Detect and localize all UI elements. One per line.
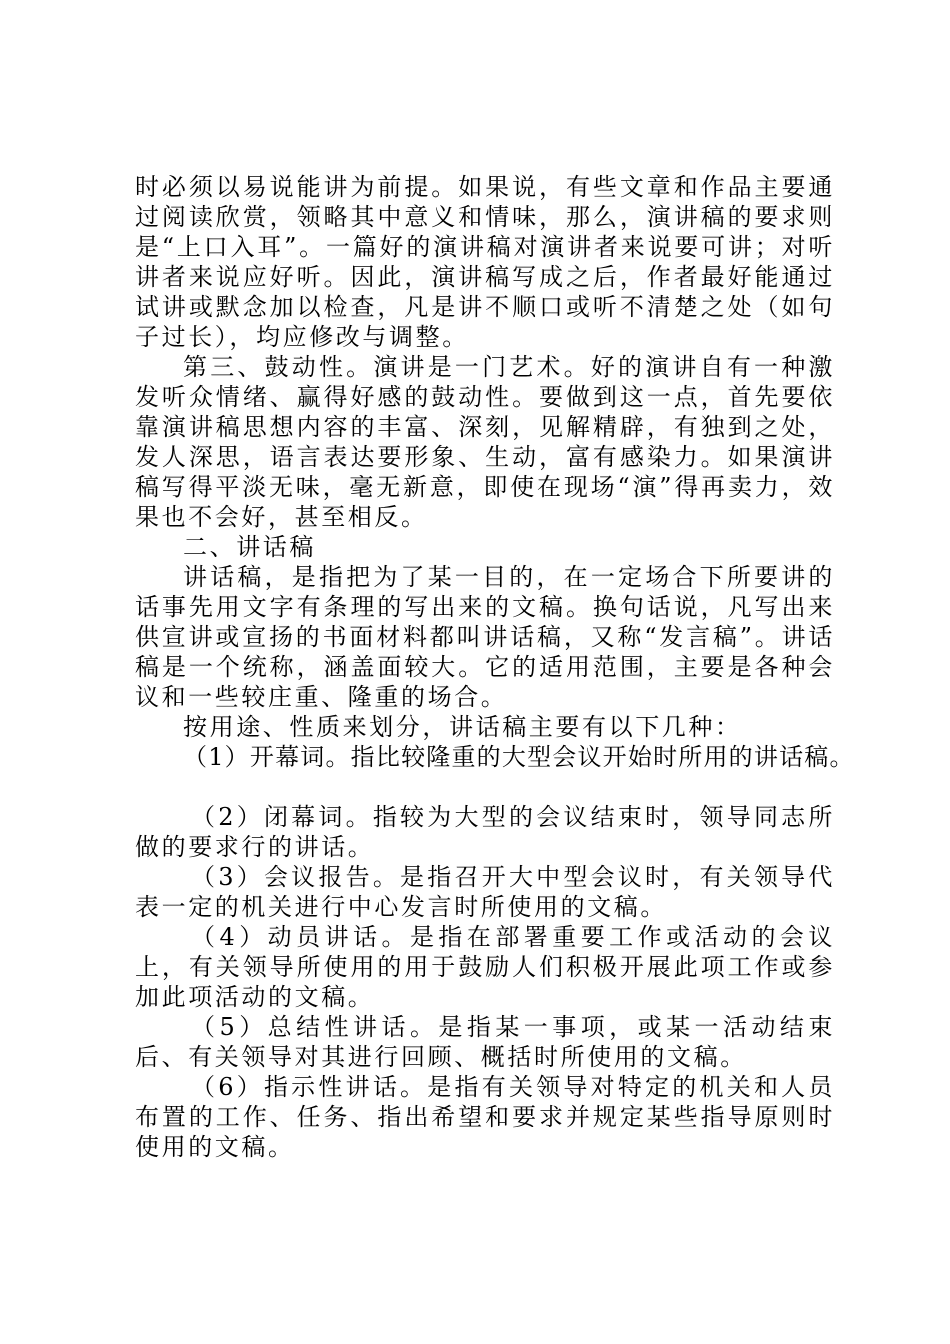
section-heading-speech-draft: 二、讲话稿: [183, 533, 316, 561]
document-page: [135, 172, 855, 1162]
list-item-closing-speech: （2）闭幕词。指较为大型的会议结束时，领导同志所做的要求行的讲话。: [135, 803, 835, 861]
paragraph-classification: 按用途、性质来划分，讲话稿主要有以下几种：: [183, 713, 742, 741]
list-item-opening-speech: （1）开幕词。指比较隆重的大型会议开始时所用的讲话稿。: [183, 743, 855, 771]
paragraph-encouraging: 第三、鼓动性。演讲是一门艺术。好的演讲自有一种激发听众情绪、赢得好感的鼓动性。要做到这一点，首先要依靠演讲稿思想内容的丰富、深刻，见解精辟，有独到之处，发人深思，语言表达要形象、生动，富有感染力。如果演讲稿写得平淡无味，毫无新意，即使在现场“演”得再卖力，效果也不会好，甚至相反。: [135, 353, 835, 531]
paragraph-speech-draft-definition: 讲话稿，是指把为了某一目的，在一定场合下所要讲的话事先用文字有条理的写出来的文稿。换句话说，凡写出来供宣讲或宣扬的书面材料都叫讲话稿，又称“发言稿”。讲话稿是一个统称，涵盖面较大。它的适用范围，主要是各种会议和一些较庄重、隆重的场合。: [135, 563, 835, 711]
list-item-summary-speech: （5）总结性讲话。是指某一事项，或某一活动结束后、有关领导对其进行回顾、概括时所使用的文稿。: [135, 1013, 835, 1071]
list-item-directive-speech: （6）指示性讲话。是指有关领导对特定的机关和人员布置的工作、任务、指出希望和要求并规定某些指导原则时使用的文稿。: [135, 1073, 835, 1161]
paragraph-continuation: 时必须以易说能讲为前提。如果说，有些文章和作品主要通过阅读欣赏，领略其中意义和情味，那么，演讲稿的要求则是“上口入耳”。一篇好的演讲稿对演讲者来说要可讲；对听讲者来说应好听。因此，演讲稿写成之后，作者最好能通过试讲或默念加以检查，凡是讲不顺口或听不清楚之处（如句子过长），均应修改与调整。: [135, 173, 835, 351]
list-item-mobilization-speech: （4）动员讲话。是指在部署重要工作或活动的会议上，有关领导所使用的用于鼓励人们积极开展此项工作或参加此项活动的文稿。: [135, 923, 835, 1011]
list-item-meeting-report: （3）会议报告。是指召开大中型会议时，有关领导代表一定的机关进行中心发言时所使用的文稿。: [135, 863, 835, 921]
